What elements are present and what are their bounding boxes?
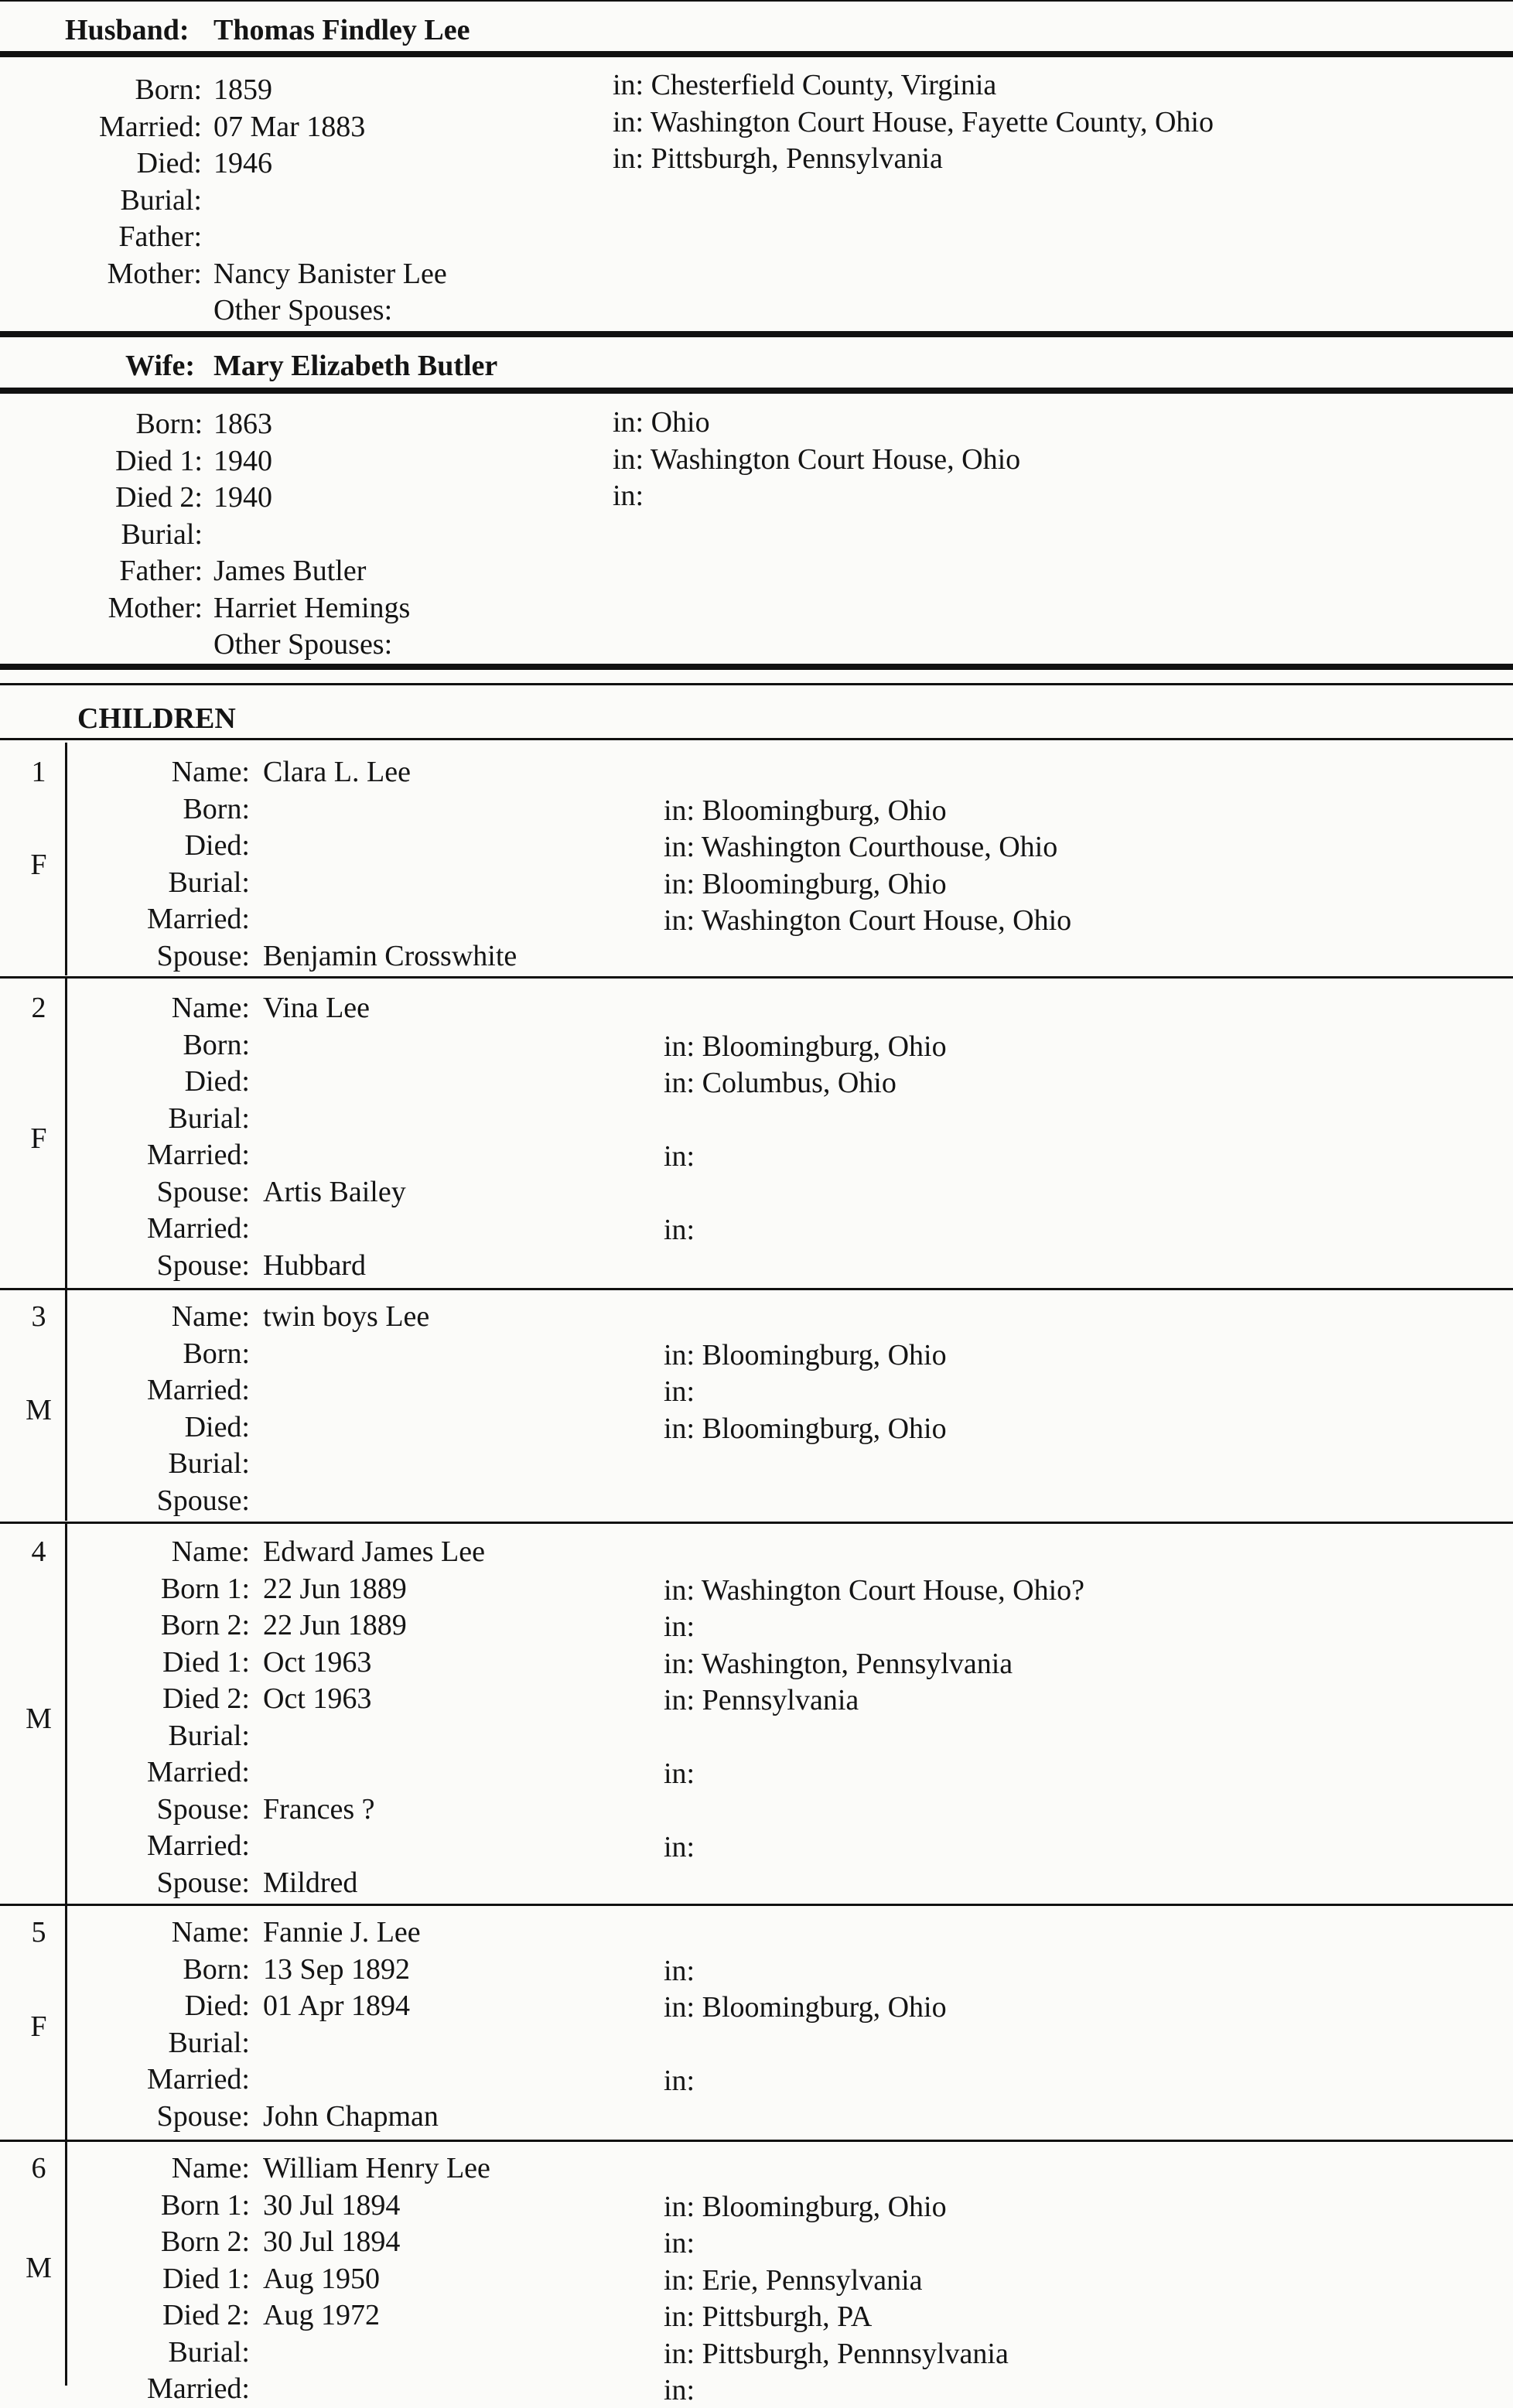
child-field-label: Died 1: [162, 2262, 250, 2295]
wife-other-spouses-label: Other Spouses: [213, 628, 393, 661]
child-number: 4 [31, 1535, 46, 1568]
child-field-value: Frances ? [263, 1792, 375, 1826]
child-field-label: Married: [147, 1139, 250, 1171]
child-field-label: Married: [147, 1212, 250, 1245]
husband-field-place: in: Pittsburgh, Pennsylvania [613, 142, 943, 175]
child-field-label: Spouse: [156, 1866, 250, 1899]
child-sex: M [26, 2252, 52, 2284]
child-field-label: Born 1: [160, 2188, 250, 2222]
child-field-label: Died: [184, 1410, 250, 1443]
child-field-label: Born 1: [160, 1572, 250, 1605]
husband-header-rule [0, 51, 1513, 57]
child-separator [0, 2140, 1513, 2142]
child-number: 6 [31, 2152, 46, 2184]
husband-field-place: in: Washington Court House, Fayette County, Ohio [613, 105, 1214, 138]
child-field-place: in: Erie, Pennsylvania [664, 2263, 923, 2297]
husband-field-label: Burial: [120, 183, 202, 217]
child-field-place: in: [664, 1831, 695, 1863]
wife-field-value: 1940 [213, 444, 272, 477]
child-field-label: Died: [184, 1065, 250, 1098]
child-field-value: Edward James Lee [263, 1535, 485, 1568]
child-field-label: Married: [147, 2063, 250, 2095]
child-field-label: Married: [147, 2372, 250, 2405]
husband-field-place: in: Chesterfield County, Virginia [613, 69, 997, 101]
husband-field-value: 1946 [213, 147, 272, 179]
wife-header-rule [0, 388, 1513, 394]
child-divider [65, 1287, 67, 1521]
child-number: 5 [31, 1916, 46, 1949]
child-field-label: Spouse: [156, 2099, 250, 2133]
wife-header-label: Wife: [125, 350, 196, 382]
child-divider [65, 743, 67, 975]
child-field-label: Married: [147, 903, 250, 935]
child-field-place: in: Pittsburgh, Pennnsylvania [664, 2337, 1009, 2370]
child-number: 1 [31, 756, 46, 788]
husband-header-label: Husband: [65, 14, 190, 46]
husband-field-value: 07 Mar 1883 [213, 110, 366, 143]
child-field-value: Clara L. Lee [263, 756, 411, 788]
child-separator [0, 976, 1513, 979]
wife-field-label: Died 1: [115, 444, 203, 477]
child-field-place: in: [664, 1954, 695, 1987]
husband-field-value: Nancy Banister Lee [213, 257, 447, 290]
child-field-value: Mildred [263, 1866, 358, 1899]
child-sex: M [26, 1393, 52, 1426]
child-field-label: Died: [184, 1990, 250, 2022]
wife-field-label: Burial: [121, 517, 203, 551]
child-divider [65, 1903, 67, 2139]
child-field-label: Spouse: [156, 1248, 250, 1282]
child-field-label: Burial: [168, 866, 250, 899]
child-field-place: in: Bloomingburg, Ohio [664, 794, 947, 827]
child-field-value: 01 Apr 1894 [263, 1990, 410, 2022]
child-field-label: Died: [184, 829, 250, 862]
child-field-label: Born: [183, 1028, 250, 1061]
child-field-label: Name: [171, 1916, 250, 1949]
child-sex: M [26, 1702, 52, 1735]
child-divider [65, 2139, 67, 2386]
child-field-place: in: [664, 1757, 695, 1790]
wife-field-place: in: [613, 480, 644, 512]
wife-field-label: Mother: [108, 591, 203, 624]
child-field-label: Burial: [168, 2335, 250, 2369]
child-field-place: in: Pennsylvania [664, 1684, 859, 1716]
child-field-label: Spouse: [156, 939, 250, 972]
child-field-label: Born: [183, 1337, 250, 1370]
child-field-label: Spouse: [156, 1484, 250, 1517]
child-field-place: in: Washington, Pennsylvania [664, 1647, 1013, 1680]
husband-field-label: Born: [135, 73, 202, 106]
child-separator [0, 1904, 1513, 1906]
child-field-label: Married: [147, 1829, 250, 1862]
child-field-place: in: Washington Court House, Ohio? [664, 1573, 1085, 1607]
children-header-rule [0, 738, 1513, 740]
wife-field-value: Harriet Hemings [213, 591, 411, 624]
child-field-place: in: Bloomingburg, Ohio [664, 1030, 947, 1063]
child-field-value: Aug 1950 [263, 2262, 380, 2295]
child-field-label: Died 2: [162, 1682, 250, 1715]
child-field-place: in: Washington Courthouse, Ohio [664, 831, 1058, 863]
child-field-place: in: Washington Court House, Ohio [664, 904, 1072, 937]
wife-field-place: in: Ohio [613, 406, 710, 439]
child-separator [0, 1522, 1513, 1524]
wife-bottom-rule-1 [0, 664, 1513, 670]
wife-field-value: James Butler [213, 555, 367, 587]
husband-other-spouses-label: Other Spouses: [213, 294, 393, 326]
child-field-value: Benjamin Crosswhite [263, 939, 517, 972]
husband-name: Thomas Findley Lee [213, 14, 470, 46]
child-field-place: in: Bloomingburg, Ohio [664, 1991, 947, 2024]
child-field-place: in: [664, 1214, 695, 1246]
child-divider [65, 979, 67, 1287]
husband-field-value: 1859 [213, 73, 272, 106]
child-field-place: in: Pittsburgh, PA [664, 2300, 873, 2333]
husband-field-label: Father: [118, 220, 202, 253]
child-field-label: Name: [171, 2152, 250, 2184]
child-divider [65, 1522, 67, 1903]
child-field-value: John Chapman [263, 2099, 439, 2133]
child-field-label: Born: [183, 1952, 250, 1986]
child-field-value: William Henry Lee [263, 2152, 490, 2184]
wife-name: Mary Elizabeth Butler [213, 350, 498, 382]
child-field-label: Married: [147, 1374, 250, 1406]
child-field-value: Hubbard [263, 1248, 366, 1282]
child-field-label: Born 2: [160, 1609, 250, 1641]
child-field-value: Fannie J. Lee [263, 1916, 421, 1949]
child-field-value: 30 Jul 1894 [263, 2188, 401, 2222]
top-rule [0, 0, 1513, 2]
child-field-value: Artis Bailey [263, 1175, 406, 1208]
child-field-place: in: [664, 1140, 695, 1173]
child-field-place: in: Columbus, Ohio [664, 1067, 897, 1099]
wife-field-value: 1940 [213, 481, 272, 514]
children-header: CHILDREN [77, 702, 236, 735]
child-sex: F [30, 2010, 47, 2043]
child-field-label: Born: [183, 792, 250, 825]
child-field-place: in: Bloomingburg, Ohio [664, 1338, 947, 1371]
child-number: 3 [31, 1300, 46, 1333]
child-field-label: Burial: [168, 2026, 250, 2059]
child-field-value: 13 Sep 1892 [263, 1952, 410, 1986]
child-field-label: Name: [171, 992, 250, 1024]
child-field-value: Vina Lee [263, 992, 371, 1024]
child-field-value: Oct 1963 [263, 1682, 372, 1715]
child-field-place: in: [664, 2065, 695, 2097]
husband-field-label: Died: [136, 147, 202, 179]
child-field-label: Burial: [168, 1447, 250, 1480]
child-sex: F [30, 1122, 47, 1155]
child-field-place: in: Bloomingburg, Ohio [664, 867, 947, 900]
child-field-label: Spouse: [156, 1175, 250, 1208]
child-field-value: twin boys Lee [263, 1300, 430, 1333]
wife-field-place: in: Washington Court House, Ohio [613, 442, 1021, 476]
wife-field-label: Died 2: [115, 481, 203, 514]
child-field-place: in: [664, 2374, 695, 2406]
child-field-value: 22 Jun 1889 [263, 1572, 407, 1605]
child-field-label: Name: [171, 1300, 250, 1333]
child-field-value: 22 Jun 1889 [263, 1609, 407, 1641]
husband-field-label: Mother: [107, 257, 202, 290]
wife-field-label: Father: [119, 555, 203, 587]
husband-bottom-rule [0, 331, 1513, 337]
child-field-label: Burial: [168, 1719, 250, 1752]
child-field-place: in: [664, 1375, 695, 1408]
child-field-place: in: [664, 2227, 695, 2259]
child-number: 2 [31, 992, 46, 1024]
wife-field-value: 1863 [213, 408, 272, 440]
child-field-label: Burial: [168, 1102, 250, 1135]
husband-field-label: Married: [99, 110, 202, 143]
child-field-value: Oct 1963 [263, 1645, 372, 1679]
child-field-label: Name: [171, 1535, 250, 1568]
child-sex: F [30, 849, 47, 881]
child-field-label: Spouse: [156, 1792, 250, 1826]
child-field-value: Aug 1972 [263, 2299, 380, 2331]
child-field-label: Born 2: [160, 2225, 250, 2258]
child-field-place: in: Bloomingburg, Ohio [664, 2190, 947, 2223]
child-field-place: in: Bloomingburg, Ohio [664, 1412, 947, 1445]
wife-field-label: Born: [135, 408, 203, 440]
child-field-label: Died 2: [162, 2299, 250, 2331]
wife-bottom-rule-2 [0, 683, 1513, 685]
child-field-value: 30 Jul 1894 [263, 2225, 401, 2258]
child-field-label: Married: [147, 1756, 250, 1788]
child-separator [0, 1288, 1513, 1290]
child-field-place: in: [664, 1610, 695, 1643]
child-field-label: Name: [171, 756, 250, 788]
child-field-label: Died 1: [162, 1645, 250, 1679]
